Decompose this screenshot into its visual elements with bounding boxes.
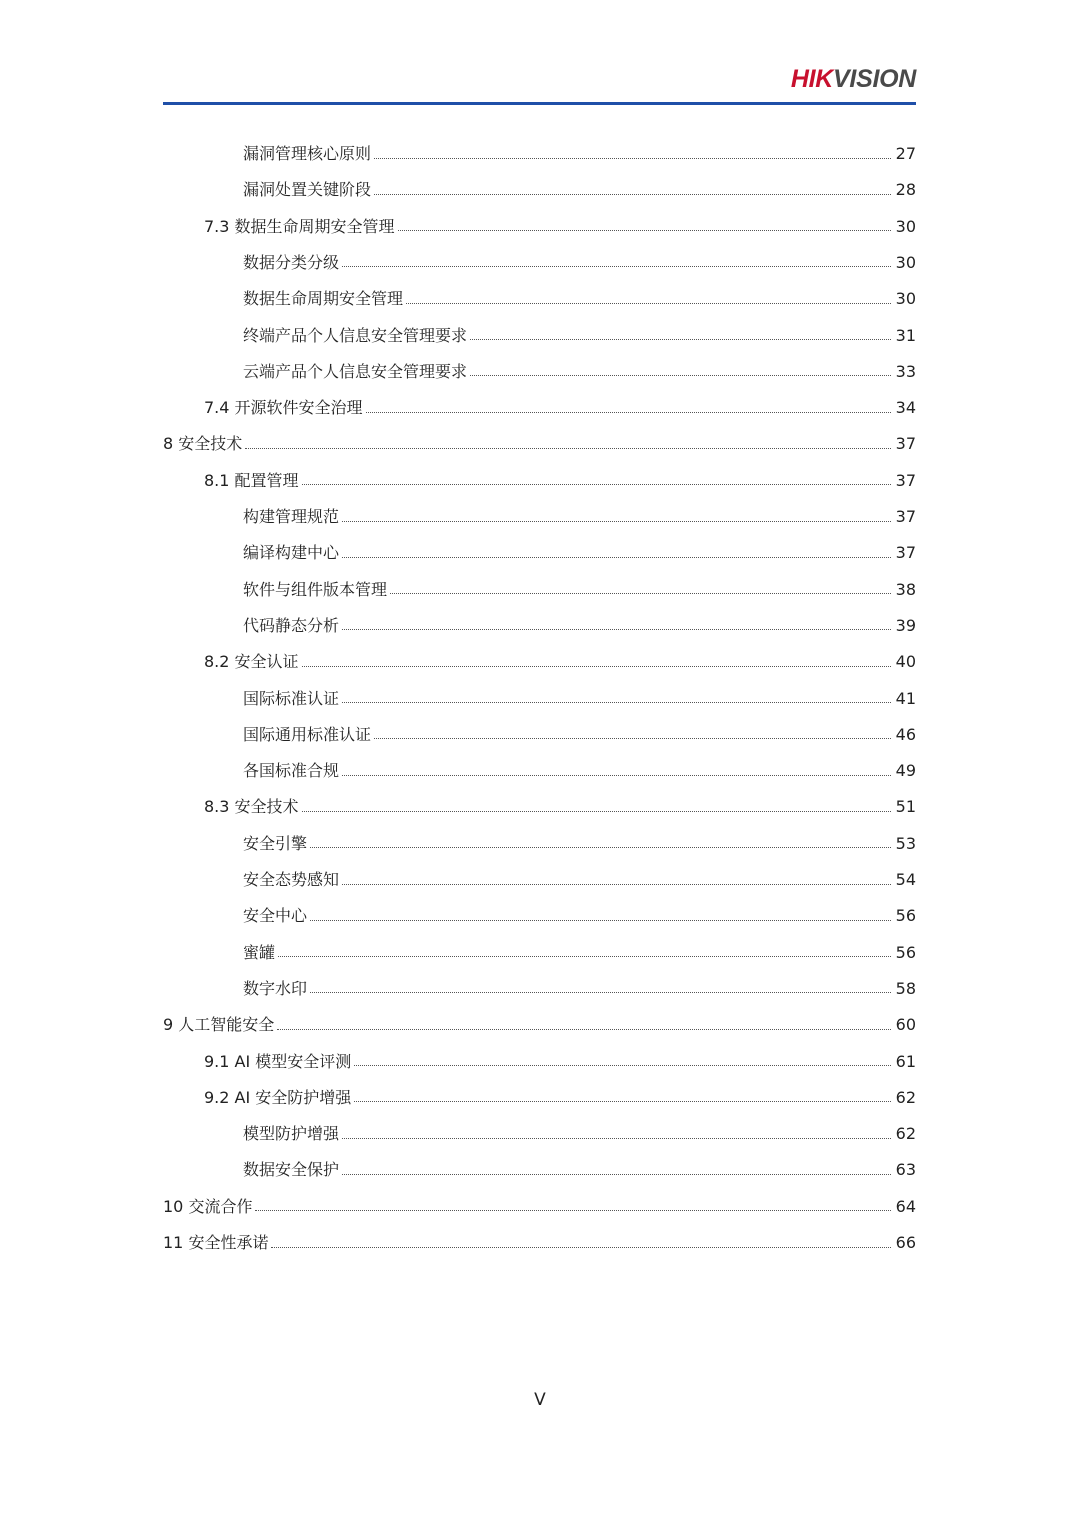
toc-entry[interactable] bbox=[0, 862, 916, 898]
toc-entry[interactable] bbox=[0, 209, 916, 245]
logo-text-vision: VISION bbox=[833, 65, 916, 93]
toc-entry[interactable] bbox=[0, 644, 916, 680]
toc-entry-title: 数据分类分级 bbox=[243, 252, 340, 272]
toc-dot-leader bbox=[470, 339, 891, 340]
toc-dot-leader bbox=[374, 194, 891, 195]
toc-dot-leader bbox=[302, 811, 891, 812]
toc-entry-title: 云端产品个人信息安全管理要求 bbox=[243, 361, 468, 381]
toc-dot-leader bbox=[310, 847, 891, 848]
toc-dot-leader bbox=[374, 158, 891, 159]
toc-entry-page: 37 bbox=[895, 434, 916, 454]
toc-entry-title: 11 安全性承诺 bbox=[163, 1233, 269, 1252]
toc-dot-leader bbox=[342, 266, 891, 267]
toc-entry[interactable] bbox=[0, 426, 916, 462]
toc-entry-title: 各国标准合规 bbox=[243, 761, 340, 781]
toc-entry-page: 33 bbox=[895, 361, 916, 381]
toc-entry[interactable] bbox=[0, 935, 916, 971]
toc-dot-leader bbox=[354, 1065, 891, 1066]
toc-dot-leader bbox=[342, 775, 891, 776]
toc-entry[interactable] bbox=[0, 898, 916, 934]
toc-entry-page: 40 bbox=[895, 652, 916, 672]
logo-text-hik: HIK bbox=[790, 65, 834, 93]
toc-entry[interactable] bbox=[0, 245, 916, 281]
toc-entry-page: 62 bbox=[895, 1087, 916, 1107]
toc-entry-title: 数字水印 bbox=[243, 978, 308, 998]
toc-entry-page: 27 bbox=[895, 144, 916, 163]
toc-entry-title: 9.2 AI 安全防护增强 bbox=[204, 1087, 352, 1107]
toc-entry[interactable] bbox=[0, 1152, 916, 1188]
toc-entry-page: 53 bbox=[895, 833, 916, 853]
toc-entry-page: 39 bbox=[895, 615, 916, 635]
toc-entry[interactable] bbox=[0, 1116, 916, 1152]
toc-entry-title: 7.3 数据生命周期安全管理 bbox=[204, 216, 395, 236]
toc-entry-page: 51 bbox=[895, 797, 916, 817]
toc-entry-title: 安全引擎 bbox=[243, 833, 308, 853]
toc-entry[interactable] bbox=[0, 572, 916, 608]
toc-dot-leader bbox=[302, 666, 891, 667]
toc-dot-leader bbox=[342, 629, 891, 630]
toc-entry[interactable] bbox=[0, 318, 916, 354]
toc-dot-leader bbox=[245, 448, 891, 449]
toc-entry-title: 代码静态分析 bbox=[243, 615, 340, 635]
toc-entry-page: 46 bbox=[895, 724, 916, 744]
toc-entry-title: 安全中心 bbox=[243, 906, 308, 926]
toc-entry[interactable] bbox=[0, 681, 916, 717]
toc-entry[interactable] bbox=[0, 390, 916, 426]
toc-dot-leader bbox=[310, 920, 891, 921]
toc-entry-page: 54 bbox=[895, 870, 916, 889]
toc-entry[interactable] bbox=[0, 1189, 916, 1225]
toc-entry-title: 7.4 开源软件安全治理 bbox=[204, 398, 363, 418]
toc-entry-page: 41 bbox=[895, 688, 916, 708]
toc-entry-page: 30 bbox=[895, 216, 916, 236]
toc-dot-leader bbox=[302, 484, 891, 485]
toc-entry-page: 31 bbox=[895, 325, 916, 345]
toc-dot-leader bbox=[278, 956, 891, 957]
toc-entry-title: 终端产品个人信息安全管理要求 bbox=[243, 325, 468, 345]
toc-entry-title: 编译构建中心 bbox=[243, 543, 340, 563]
toc-entry-page: 61 bbox=[895, 1051, 916, 1071]
toc-entry-page: 30 bbox=[895, 252, 916, 272]
toc-entry-title: 10 交流合作 bbox=[163, 1196, 253, 1216]
toc-entry-page: 64 bbox=[895, 1196, 916, 1216]
toc-entry-title: 9 人工智能安全 bbox=[163, 1015, 275, 1035]
toc-entry[interactable] bbox=[0, 1044, 916, 1080]
toc-entry-page: 56 bbox=[895, 906, 916, 926]
toc-dot-leader bbox=[366, 412, 891, 413]
toc-entry-page: 37 bbox=[895, 470, 916, 490]
toc-dot-leader bbox=[277, 1029, 891, 1030]
toc-dot-leader bbox=[398, 230, 891, 231]
toc-entry-page: 37 bbox=[895, 507, 916, 526]
toc-dot-leader bbox=[354, 1101, 891, 1102]
toc-entry-title: 8.2 安全认证 bbox=[204, 652, 299, 672]
toc-entry-page: 63 bbox=[895, 1160, 916, 1180]
page-number: V bbox=[534, 1390, 546, 1410]
toc-entry[interactable] bbox=[0, 136, 916, 172]
toc-entry[interactable] bbox=[0, 535, 916, 571]
toc-entry-page: 30 bbox=[895, 289, 916, 309]
toc-entry-page: 34 bbox=[895, 398, 916, 418]
toc-entry[interactable] bbox=[0, 354, 916, 390]
toc-dot-leader bbox=[342, 557, 891, 558]
toc-entry-title: 蜜罐 bbox=[243, 942, 276, 962]
toc-entry[interactable] bbox=[0, 753, 916, 789]
toc-entry-title: 安全态势感知 bbox=[243, 870, 340, 889]
toc-entry[interactable] bbox=[0, 971, 916, 1007]
toc-dot-leader bbox=[470, 375, 891, 376]
toc-entry-title: 8 安全技术 bbox=[163, 434, 243, 454]
toc-entry-title: 9.1 AI 模型安全评测 bbox=[204, 1051, 352, 1071]
toc-entry-page: 56 bbox=[895, 942, 916, 962]
toc-entry[interactable] bbox=[0, 499, 916, 535]
toc-entry-title: 8.1 配置管理 bbox=[204, 470, 299, 490]
toc-entry-page: 62 bbox=[895, 1124, 916, 1144]
toc-entry-page: 38 bbox=[895, 579, 916, 599]
toc-entry[interactable] bbox=[0, 281, 916, 317]
toc-entry-title: 软件与组件版本管理 bbox=[243, 579, 388, 599]
toc-entry-page: 60 bbox=[895, 1015, 916, 1035]
toc-entry-title: 国际标准认证 bbox=[243, 688, 340, 708]
toc-entry-page: 66 bbox=[895, 1233, 916, 1252]
toc-dot-leader bbox=[342, 1174, 891, 1175]
toc-entry[interactable] bbox=[0, 1007, 916, 1043]
toc-entry-title: 国际通用标准认证 bbox=[243, 724, 372, 744]
toc-entry-title: 数据生命周期安全管理 bbox=[243, 289, 404, 309]
toc-entry-page: 49 bbox=[895, 761, 916, 781]
toc-entry-title: 数据安全保护 bbox=[243, 1160, 340, 1180]
header-rule bbox=[163, 102, 916, 105]
toc-dot-leader bbox=[342, 702, 891, 703]
toc-dot-leader bbox=[310, 992, 891, 993]
toc-entry-title: 模型防护增强 bbox=[243, 1124, 340, 1144]
toc-entry-page: 28 bbox=[895, 180, 916, 200]
toc-entry[interactable] bbox=[0, 717, 916, 753]
toc-entry-page: 58 bbox=[895, 978, 916, 998]
toc-entry[interactable] bbox=[0, 789, 916, 825]
toc-entry-page: 37 bbox=[895, 543, 916, 563]
toc-dot-leader bbox=[390, 593, 891, 594]
toc-entry[interactable] bbox=[0, 172, 916, 208]
toc-entry-title: 构建管理规范 bbox=[243, 507, 340, 526]
toc-dot-leader bbox=[406, 303, 891, 304]
toc-dot-leader bbox=[342, 521, 891, 522]
hikvision-logo bbox=[762, 64, 916, 94]
toc-entry-title: 漏洞处置关键阶段 bbox=[243, 180, 372, 200]
toc-entry[interactable] bbox=[0, 826, 916, 862]
toc-entry[interactable] bbox=[0, 463, 916, 499]
toc-entry[interactable] bbox=[0, 1080, 916, 1116]
toc-entry-title: 漏洞管理核心原则 bbox=[243, 144, 372, 163]
toc-dot-leader bbox=[342, 1138, 891, 1139]
toc-entry-title: 8.3 安全技术 bbox=[204, 797, 299, 817]
toc-entry[interactable] bbox=[0, 608, 916, 644]
toc-dot-leader bbox=[271, 1247, 891, 1248]
toc-dot-leader bbox=[342, 884, 891, 885]
toc-dot-leader bbox=[255, 1210, 891, 1211]
toc-entry[interactable] bbox=[0, 1225, 916, 1261]
toc-dot-leader bbox=[374, 738, 891, 739]
